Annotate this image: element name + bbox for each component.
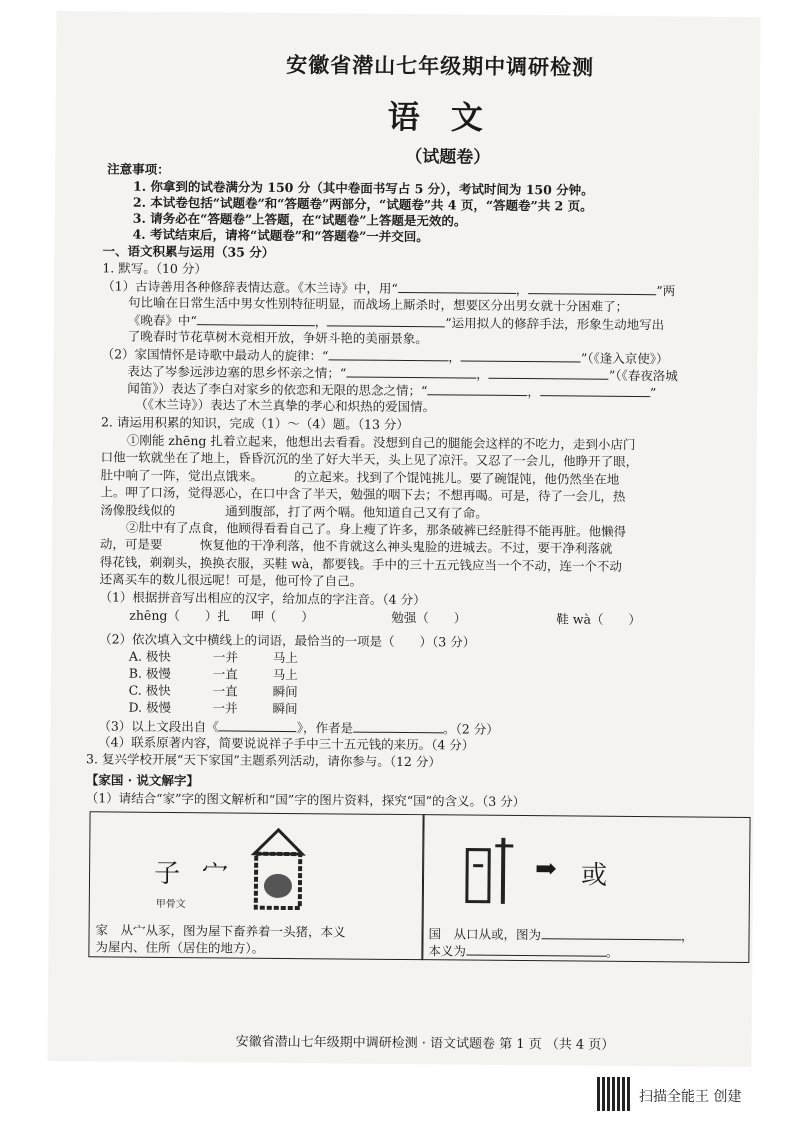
question-title: 1. 默写。（10 分） — [102, 260, 207, 277]
answer-blank[interactable] — [489, 366, 609, 380]
q1-2-line: 闻笛》）表达了李白对家乡的依恋和无限的思念之情；“ ， ” — [127, 380, 657, 401]
guo-modern-glyph-icon: 或 — [580, 860, 608, 891]
paper-type: （试题卷） — [405, 146, 491, 168]
answer-blank[interactable] — [427, 382, 527, 396]
jia-character-box — [88, 811, 424, 960]
section-heading: 一、语文积累与运用（35 分） — [102, 243, 275, 260]
answer-blank[interactable] — [540, 383, 650, 397]
oracle-glyph-icon: ⼦ — [153, 858, 181, 890]
answer-blank[interactable] — [398, 280, 516, 294]
option-c: C. 极快 一直 瞬间 — [128, 682, 298, 700]
sub-question: （1）根据拼音写出相应的汉字，给加点的字注音。（4 分） — [99, 589, 426, 608]
sub-question: （4）联系原著内容，简要说说祥子手中三十五元钱的来历。（4 分） — [98, 734, 475, 753]
answer-blank[interactable] — [466, 943, 606, 957]
q1-1-text: 《晚春》中“ — [127, 312, 197, 329]
guo-picture-icon — [463, 836, 526, 907]
answer-blank[interactable] — [541, 926, 681, 940]
answer-blank[interactable] — [461, 348, 581, 362]
pinyin-item: 勉强（ ） — [391, 609, 467, 626]
answer-blank[interactable] — [346, 364, 476, 378]
q1-2-text: 表达了岑参远涉边塞的思乡怀亲之情；“ — [127, 363, 347, 381]
page-footer: 安徽省潜山七年级期中调研检测 · 语文试题卷 第 1 页 （共 4 页） — [235, 1034, 615, 1053]
q1-1-text: ”两 — [656, 283, 676, 299]
pinyin-item: zhēng（ ）扎 — [129, 607, 230, 624]
subject-title: 语 文 — [387, 97, 494, 137]
answer-blank[interactable] — [197, 312, 315, 326]
option-d: D. 极慢 一并 瞬间 — [128, 699, 298, 717]
oracle-caption: 甲骨文 — [155, 898, 186, 911]
passage-line: 上。呷了口汤，觉得恶心，在口中含了半天，勉强的咽下去；不想再喝。可是，待了一会儿，热 — [100, 484, 626, 504]
note-item: 1. 你拿到的试卷满分为 150 分（其中卷面书写占 5 分），考试时间为 150 分钟。 — [133, 178, 594, 198]
answer-blank[interactable] — [353, 720, 443, 734]
q1-2-line: 表达了岑参远涉边塞的思乡怀亲之情；“ ， ”（《春夜洛城 — [127, 363, 678, 384]
q1-2-text: （2）家国情怀是诗歌中最动人的旋律：“ — [101, 346, 329, 364]
guo-character-box — [421, 814, 750, 963]
passage-line: 口他一软就坐在了地上，昏昏沉沉的坐了好大半天，头上见了凉汗。又忍了一会儿，他睁开了眼， — [100, 449, 639, 470]
sub-question-3: （3）以上文段出自《 》，作者是 。（2 分） — [98, 718, 499, 737]
passage-line: 肚中响了一阵，觉出点饿来。 的立起来。找到了个馄饨挑儿。要了碗馄饨，他仍然坐在地 — [100, 467, 620, 487]
q1-1-text: ”运用拟人的修辞手法，形象生动地写出 — [445, 315, 665, 333]
sub-question: （2）依次填入文中横线上的词语，最恰当的一项是（ ）（3 分） — [99, 631, 476, 650]
exam-title: 安徽省潜山七年级期中调研检测 — [286, 51, 595, 80]
q1-2-line: （《木兰诗》）表达了木兰真挚的孝心和炽热的爱国情。 — [135, 396, 436, 415]
pinyin-item: 鞋 wà（ ） — [556, 611, 642, 628]
passage-line: ①刚能 zhēng 扎着立起来，他想出去看看。没想到自己的腿能会这样的不吃力，走到小店门 — [126, 432, 636, 453]
answer-blank[interactable] — [528, 281, 656, 295]
passage-line: 还离买车的数儿很远呢！可是，他可怜了自己。 — [99, 571, 363, 589]
q1-1-text: （1）古诗善用各种修辞表情达意。《木兰诗》中，用“ — [102, 278, 398, 296]
answer-blank[interactable] — [328, 347, 448, 361]
note-item: 4. 考试结束后，请将“试题卷”和“答题卷”一并交回。 — [132, 226, 429, 245]
answer-blank[interactable] — [327, 313, 445, 327]
passage-line: 汤像股线似的 通到腹部，打了两个嗝。他知道自己又有了命。 — [100, 502, 488, 521]
question-title: 2. 请运用积累的知识，完成（1）～（4）题。（13 分） — [100, 414, 410, 433]
option-b: B. 极慢 一直 马上 — [128, 665, 298, 683]
q1-1-line: （1）古诗善用各种修辞表情达意。《木兰诗》中，用“ ， ”两 — [102, 278, 676, 299]
passage-line: 得花钱，剃剃头，换换衣服，买鞋 wà，都要钱。手中的三十五元钱应当一个不动，连一个不动 — [99, 554, 622, 574]
scanner-watermark: 扫描全能王 创建 — [639, 1089, 742, 1105]
jia-explanation: 为屋内、住所（居住的地方）。 — [95, 939, 265, 956]
guo-explanation: 本义为 。 — [428, 943, 619, 960]
notes-heading: 注意事项： — [107, 161, 170, 177]
oracle-glyph-icon: 宀 — [201, 859, 229, 890]
guo-explanation: 国 从口从或，图为 ， — [428, 926, 694, 944]
qr-code-icon — [597, 1077, 631, 1111]
q1-1-line: 了晚春时节花草树木竞相开放，争妍斗艳的美丽景象。 — [127, 328, 428, 347]
passage-line: ②肚中有了点食，他顾得看看自己了。身上瘦了许多，那条破裤已经脏得不能再脏。他懒得 — [126, 519, 627, 539]
note-item: 2. 本试卷包括“试题卷”和“答题卷”两部分，“试题卷”共 4 页，“答题卷”共 2 页。 — [132, 194, 593, 214]
q1-2-text: ”（《逢入京使》） — [580, 350, 669, 367]
answer-blank[interactable] — [219, 718, 297, 732]
q1-2-text: 闻笛》）表达了李白对家乡的依恋和无限的思念之情；“ — [127, 380, 428, 399]
note-item: 3. 请务必在“答题卷”上答题，在“试题卷”上答题是无效的。 — [132, 210, 467, 229]
house-picture-icon — [250, 828, 307, 910]
exam-paper — [47, 11, 760, 1067]
sub-heading: 【家国 · 说文解字】 — [85, 772, 200, 789]
arrow-right-icon: ➡ — [534, 854, 558, 885]
q1-2-line: （2）家国情怀是诗歌中最动人的旋律：“ ， ”（《逢入京使》） — [101, 346, 669, 367]
question-title: 3. 复兴学校开展“天下家国”主题系列活动，请你参与。（12 分） — [86, 751, 441, 770]
pinyin-item: 呷（ ） — [251, 608, 314, 625]
option-a: A. 极快 一并 马上 — [128, 648, 299, 666]
q1-2-text: ”（《春夜洛城 — [608, 367, 678, 384]
q1-1-line: 《晚春》中“ ， ”运用拟人的修辞手法，形象生动地写出 — [127, 312, 665, 333]
passage-line: 动，可是要 恢复他的干净利落，他不肯就这么神头鬼脸的进城去。不过，要干净利落就 — [99, 536, 613, 556]
jia-explanation: 家 从宀从豕，图为屋下畜养着一头猪，本义 — [95, 922, 346, 940]
q1-1-line: 句比喻在日常生活中男女性别特征明显，而战场上厮杀时，想要区分出男女就十分困难了； — [127, 294, 629, 314]
sub-question: （1）请结合“家”字的图文解析和“国”字的图片资料，探究“国”的含义。（3 分） — [85, 790, 526, 810]
